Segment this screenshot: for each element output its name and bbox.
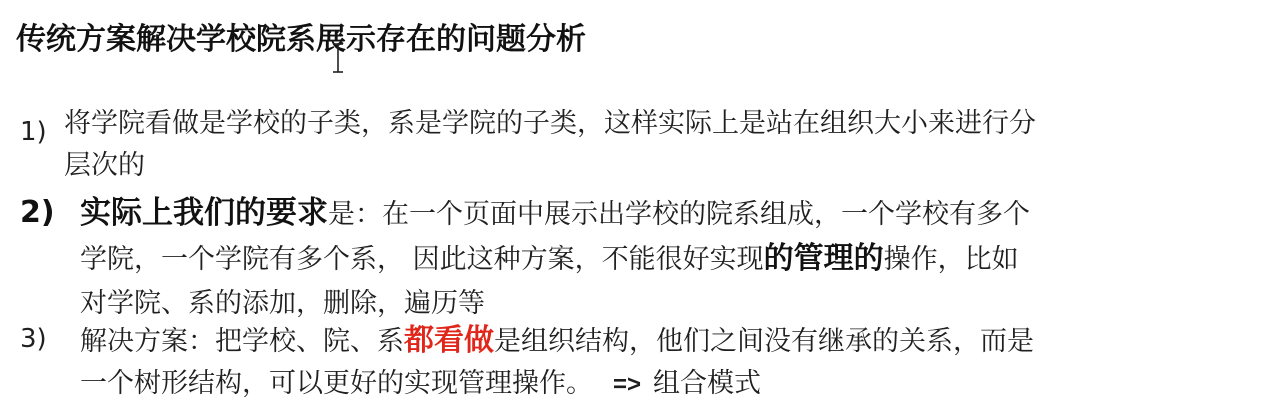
arrow-text: => <box>613 371 642 398</box>
list-item-text <box>80 320 1034 406</box>
emphasis-text: 的管理的 <box>763 241 884 276</box>
emphasis-text: 实际上我们的要求 <box>80 195 328 231</box>
text-segment: 解决方案：把学校、院、系 <box>80 326 404 357</box>
slide-title: 传统方案解决学校院系展示存在的问题分析 <box>16 22 586 57</box>
text-segment: 操作，比如 <box>883 244 1019 275</box>
list-item-text <box>64 103 1036 187</box>
text-segment: 是：在一个页面中展示出学校的院系组成，一个学校有多个 <box>328 199 1030 230</box>
text-cursor-icon <box>331 42 345 74</box>
text-line <box>80 191 1030 237</box>
text-line: 将学院看做是学校的子类，系是学院的子类，这样实际上是站在组织大小来进行分 <box>64 108 1036 139</box>
list-number: 1) <box>20 117 47 147</box>
text-segment: 学院，一个学院有多个系， 因此这种方案，不能很好实现 <box>80 244 764 275</box>
text-segment: 一个树形结构，可以更好的实现管理操作。 <box>80 368 593 399</box>
list-number: 3) <box>20 324 47 354</box>
text-line <box>80 320 1034 363</box>
highlight-red-text: 都看做 <box>404 323 494 358</box>
text-segment: 是组织结构，他们之间没有继承的关系，而是 <box>494 326 1034 357</box>
list-number: 2) <box>20 195 55 230</box>
text-line <box>80 237 1030 282</box>
text-segment: 组合模式 <box>653 368 762 399</box>
text-line: 层次的 <box>64 150 145 181</box>
text-line <box>80 363 1034 406</box>
text-line: 对学院、系的添加，删除，遍历等 <box>80 288 485 319</box>
list-item-text <box>80 191 1030 326</box>
